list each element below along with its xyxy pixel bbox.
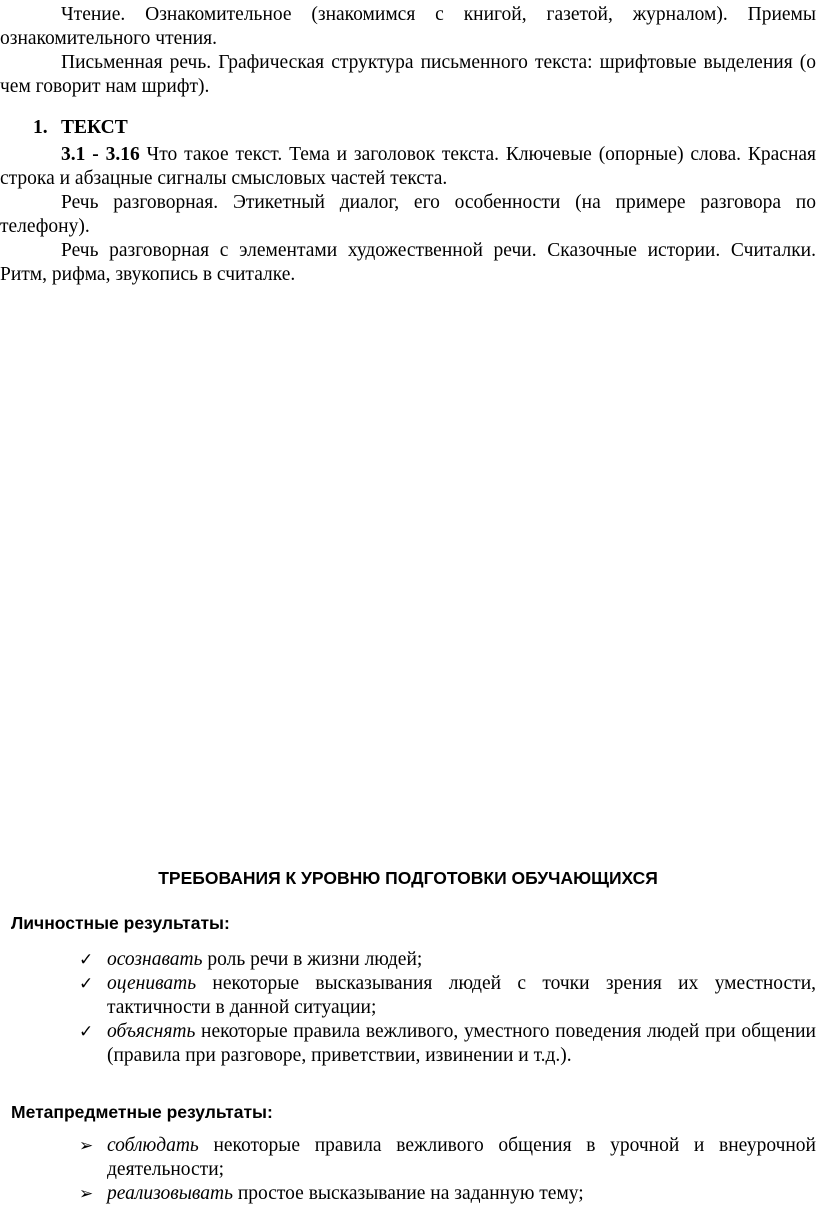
item-verb: осознавать	[107, 949, 203, 970]
list-item	[0, 972, 816, 1020]
item-text: роль речи в жизни людей;	[202, 949, 423, 970]
check-icon: ✓	[79, 950, 94, 970]
section-intro-text: Что такое текст. Тема и заголовок текста. Ключевые (опорные) слова. Красная строка и абзацные сигналы смысловых частей текста.	[0, 144, 816, 189]
item-text: некоторые высказывания людей с точки зрения их уместности, тактичности в данной ситуации;	[107, 973, 816, 1018]
meta-results-list	[0, 1134, 816, 1206]
speech-paragraph-1: Речь разговорная. Этикетный диалог, его особенности (на примере разговора по телефону).	[0, 192, 816, 237]
requirements-title: ТРЕБОВАНИЯ К УРОВНЮ ПОДГОТОВКИ ОБУЧАЮЩИХСЯ	[158, 868, 658, 888]
check-icon: ✓	[79, 974, 94, 994]
item-text: некоторые правила вежливого общения в урочной и внеурочной деятельности;	[107, 1135, 816, 1180]
item-verb: соблюдать	[107, 1135, 199, 1156]
section-range: 3.1 - 3.16	[61, 144, 140, 165]
item-verb: оценивать	[107, 973, 197, 994]
writing-paragraph: Письменная речь. Графическая структура письменного текста: шрифтовые выделения (о чем говорит нам шрифт).	[0, 52, 816, 97]
arrow-bullet-icon: ➢	[79, 1184, 94, 1204]
arrow-bullet-icon: ➢	[79, 1136, 94, 1156]
check-icon: ✓	[79, 1022, 94, 1042]
item-verb: объяснять	[107, 1021, 196, 1042]
personal-results-title: Личностные результаты:	[11, 913, 230, 933]
list-item	[0, 1020, 816, 1068]
reading-paragraph: Чтение. Ознакомительное (знакомимся с книгой, газетой, журналом). Приемы ознакомительного чтения.	[0, 4, 816, 49]
item-text: простое высказывание на заданную тему;	[232, 1183, 584, 1204]
section-number: 1.	[33, 117, 48, 138]
section-intro-paragraph	[0, 143, 816, 191]
personal-results-list	[0, 948, 816, 1068]
item-text: некоторые правила вежливого, уместного поведения людей при общении (правила при разговоре, приветствии, извинении и т.д.).	[107, 1021, 816, 1066]
list-item	[0, 948, 816, 972]
section-heading	[33, 116, 128, 140]
list-item	[0, 1134, 816, 1182]
list-item	[0, 1182, 816, 1206]
section-title: ТЕКСТ	[61, 117, 128, 138]
item-verb: реализовывать	[107, 1183, 233, 1204]
speech-paragraph-2: Речь разговорная с элементами художественной речи. Сказочные истории. Считалки. Ритм, рифма, звукопись в считалке.	[0, 240, 816, 285]
meta-results-title: Метапредметные результаты:	[11, 1102, 273, 1122]
